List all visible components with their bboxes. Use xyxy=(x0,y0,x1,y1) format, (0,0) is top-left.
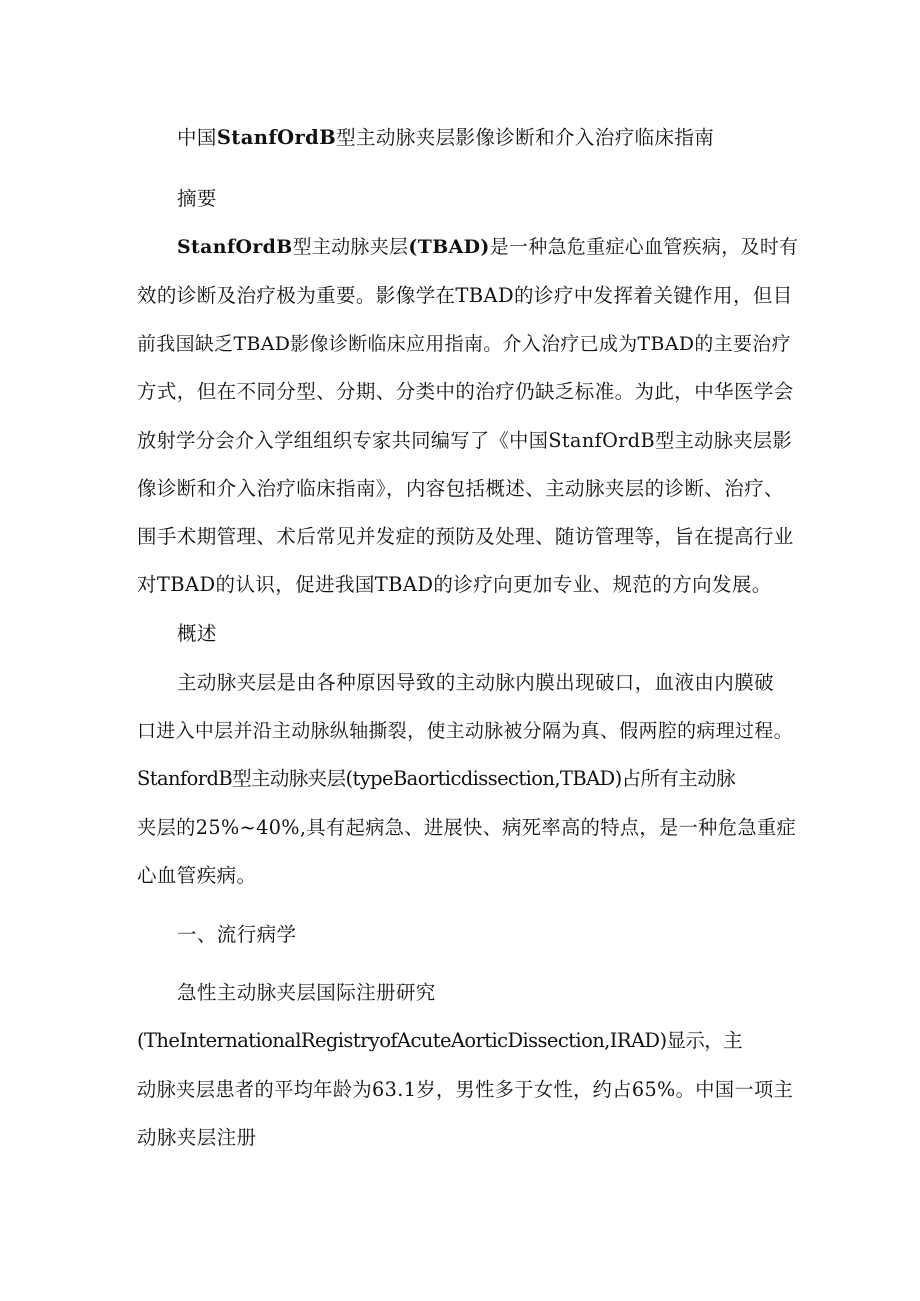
overview-line: StanfordB型主动脉夹层(typeBaorticdissection,TBAD)占所有主动脉 xyxy=(137,767,735,790)
title-rest: 型主动脉夹层影像诊断和介入治疗临床指南 xyxy=(336,126,715,149)
overview-heading: 概述 xyxy=(177,622,217,645)
abstract-bold-1: StanfOrdB xyxy=(177,236,293,258)
section1-line: (TheInternationalRegistryofAcuteAorticDissection,IRAD)显示，主 xyxy=(137,1029,743,1052)
abstract-text-2: 是一种急危重症心血管疾病，及时有 xyxy=(489,236,799,258)
overview-line: 主动脉夹层是由各种原因导致的主动脉内膜出现破口，血液由内膜破 xyxy=(177,671,775,694)
abstract-line: 像诊断和介入治疗临床指南》，内容包括概述、主动脉夹层的诊断、治疗、 xyxy=(137,477,784,500)
abstract-line: 围手术期管理、术后常见并发症的预防及处理、随访管理等，旨在提高行业 xyxy=(137,525,794,548)
abstract-line: 方式，但在不同分型、分期、分类中的治疗仍缺乏标准。为此，中华医学会 xyxy=(137,380,794,403)
overview-line: 心血管疾病。 xyxy=(137,864,257,887)
document-title xyxy=(177,125,714,151)
title-prefix: 中国 xyxy=(177,126,217,149)
section1-line: 急性主动脉夹层国际注册研究 xyxy=(177,981,436,1004)
overview-line: 口进入中层并沿主动脉纵轴撕裂，使主动脉被分隔为真、假两腔的病理过程。 xyxy=(137,720,793,742)
abstract-line: 对TBAD的认识，促进我国TBAD的诊疗向更加专业、规范的方向发展。 xyxy=(137,573,772,596)
abstract-line-0 xyxy=(177,234,798,260)
abstract-text-1: 型主动脉夹层 xyxy=(292,236,409,258)
abstract-line: 前我国缺乏TBAD影像诊断临床应用指南。介入治疗已成为TBAD的主要治疗 xyxy=(137,333,791,355)
overview-line: 夹层的25%~40%,具有起病急、进展快、病死率高的特点，是一种危急重症 xyxy=(137,816,797,839)
abstract-line: 放射学分会介入学组组织专家共同编写了《中国StanfOrdB型主动脉夹层影 xyxy=(137,429,793,452)
section1-line: 动脉夹层注册 xyxy=(137,1126,257,1149)
section1-heading: 一、流行病学 xyxy=(177,923,297,946)
abstract-bold-2: (TBAD) xyxy=(408,236,490,258)
title-bold: StanfOrdB xyxy=(216,126,337,149)
abstract-line: 效的诊断及治疗极为重要。影像学在TBAD的诊疗中发挥着关键作用，但目 xyxy=(137,284,793,307)
section1-line: 动脉夹层患者的平均年龄为63.1岁，男性多于女性，约占65%。中国一项主 xyxy=(137,1078,794,1101)
abstract-heading: 摘要 xyxy=(177,187,217,210)
